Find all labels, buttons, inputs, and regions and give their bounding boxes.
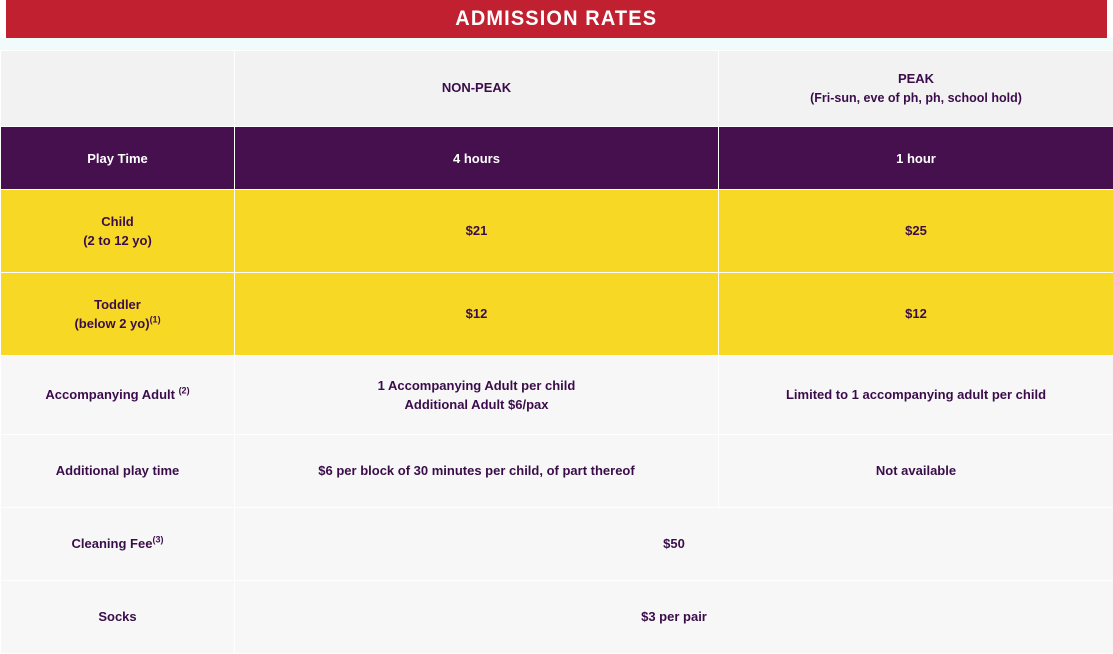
additional-play-time-non-peak: $6 per block of 30 minutes per child, of part thereof bbox=[235, 435, 719, 508]
play-time-label: Play Time bbox=[1, 127, 235, 190]
header-peak bbox=[719, 51, 1113, 127]
table-row bbox=[1, 190, 1113, 273]
additional-play-time-peak: Not available bbox=[719, 435, 1113, 508]
row-label-line1: Child bbox=[11, 212, 224, 232]
header-blank-cell bbox=[1, 51, 235, 127]
row-label-line2: (below 2 yo)$^{(1)}$ bbox=[11, 314, 224, 334]
cleaning-fee-value: $50 bbox=[235, 508, 1113, 581]
table-row bbox=[1, 356, 1113, 435]
page-title: ADMISSION RATES bbox=[456, 7, 658, 31]
toddler-non-peak-price: $12 bbox=[235, 273, 719, 356]
row-label-line2: (2 to 12 yo) bbox=[11, 231, 224, 251]
table-row bbox=[1, 435, 1113, 508]
accompanying-adult-non-peak-line2: Additional Adult $6/pax bbox=[245, 395, 708, 415]
row-label-cleaning-fee: Cleaning Fee$^{(3)}$ bbox=[1, 508, 235, 581]
footnote-marker: (1) bbox=[150, 315, 161, 325]
header-non-peak: NON-PEAK bbox=[235, 51, 719, 127]
row-label-line1: Toddler bbox=[11, 295, 224, 315]
accompanying-adult-peak: Limited to 1 accompanying adult per child bbox=[719, 356, 1113, 435]
row-label-accompanying-adult: Accompanying Adult $^{(2)}$ bbox=[1, 356, 235, 435]
banner-left-edge bbox=[0, 0, 6, 38]
row-label-toddler bbox=[1, 273, 235, 356]
footnote-marker: (2) bbox=[179, 386, 190, 396]
play-time-peak: 1 hour bbox=[719, 127, 1113, 190]
row-label-additional-play-time: Additional play time bbox=[1, 435, 235, 508]
header-peak-title: PEAK bbox=[729, 70, 1103, 89]
row-label-child bbox=[1, 190, 235, 273]
header-peak-subtitle: (Fri-sun, eve of ph, ph, school hold) bbox=[729, 89, 1103, 107]
accompanying-adult-non-peak bbox=[235, 356, 719, 435]
toddler-peak-price: $12 bbox=[719, 273, 1113, 356]
accompanying-adult-non-peak-line1: 1 Accompanying Adult per child bbox=[245, 376, 708, 396]
banner-right-edge bbox=[1107, 0, 1113, 38]
table-row bbox=[1, 273, 1113, 356]
play-time-non-peak: 4 hours bbox=[235, 127, 719, 190]
title-banner bbox=[0, 0, 1113, 38]
banner-spacer bbox=[0, 38, 1113, 50]
row-label-socks: Socks bbox=[1, 581, 235, 654]
admission-rates-table bbox=[0, 50, 1113, 654]
child-non-peak-price: $21 bbox=[235, 190, 719, 273]
table-header-period-row bbox=[1, 51, 1113, 127]
table-row-play-time bbox=[1, 127, 1113, 190]
socks-value: $3 per pair bbox=[235, 581, 1113, 654]
table-row bbox=[1, 581, 1113, 654]
child-peak-price: $25 bbox=[719, 190, 1113, 273]
table-row bbox=[1, 508, 1113, 581]
footnote-marker: (3) bbox=[152, 535, 163, 545]
